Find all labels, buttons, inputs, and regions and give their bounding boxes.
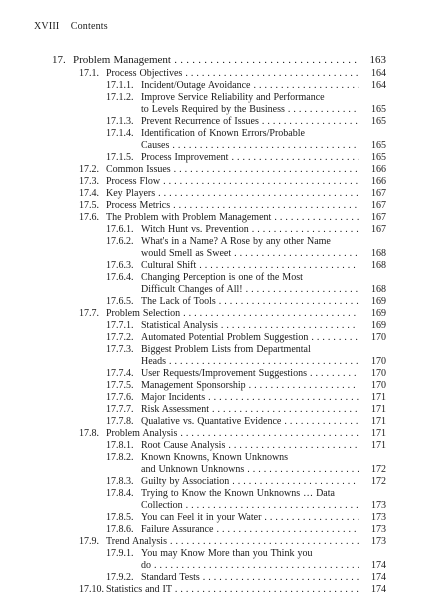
toc-entry-page: 174 <box>362 572 386 584</box>
toc-entry-number: 17.7.7. <box>106 404 134 415</box>
toc-entry-number: 17.1.2. <box>106 92 134 103</box>
toc-entry-number: 17.6.3. <box>106 260 134 271</box>
toc-entry-page: 165 <box>362 140 386 152</box>
toc-entry-number: 17.8.4. <box>106 488 134 499</box>
running-head <box>34 21 108 32</box>
toc-entry-number: 17.1. <box>79 68 99 79</box>
toc-entry-page: 165 <box>362 104 386 116</box>
toc-entry-title <box>141 224 359 236</box>
toc-entry[interactable] <box>0 152 441 164</box>
toc-entry-title-line: and Unknown Unknowns . . . <box>141 464 359 476</box>
toc-entry-title-line: Cultural Shift . . . <box>141 260 359 272</box>
toc-entry-title <box>141 272 359 296</box>
toc-entry-title <box>106 200 359 212</box>
toc-entry-title-line: Root Cause Analysis . . . <box>141 440 359 452</box>
toc-entry-title <box>106 584 359 596</box>
toc-entry-number: 17.9.1. <box>106 548 134 559</box>
toc-entry-title <box>106 188 359 200</box>
toc-entry-page: 169 <box>362 296 386 308</box>
toc-entry-page: 167 <box>362 200 386 212</box>
toc-entry-title-line: Statistical Analysis . . . <box>141 320 359 332</box>
toc-entry-number: 17.5. <box>79 200 99 211</box>
toc-entry-number: 17.6.2. <box>106 236 134 247</box>
toc-entry-number: 17.1.1. <box>106 80 134 91</box>
toc-entry-title <box>141 92 359 116</box>
page-number: XVIII <box>34 21 60 32</box>
toc-entry[interactable] <box>0 428 441 440</box>
toc-entry-number: 17.9. <box>79 536 99 547</box>
toc-entry-number: 17.7.5. <box>106 380 134 391</box>
toc-entry-number: 17.6. <box>79 212 99 223</box>
toc-entry-title-line: You may Know More than you Think you <box>141 548 313 559</box>
toc-entry-page: 174 <box>362 560 386 572</box>
toc-entry-title-line: The Problem with Problem Management . . . <box>106 212 359 224</box>
toc-entry-title <box>141 380 359 392</box>
toc-entry[interactable] <box>0 392 441 404</box>
toc-entry-title-line: Problem Management . . . <box>73 54 359 67</box>
toc-entry[interactable] <box>0 488 441 512</box>
toc-entry-page: 171 <box>362 404 386 416</box>
toc-entry-title <box>141 80 359 92</box>
toc-entry-title-line: Trying to Know the Known Unknowns … Data <box>141 488 335 499</box>
toc-entry-title-line: Statistics and IT . . . <box>106 584 359 596</box>
toc-entry[interactable] <box>0 188 441 200</box>
toc-entry-number: 17.8.1. <box>106 440 134 451</box>
toc-entry-number: 17.3. <box>79 176 99 187</box>
toc-entry-title <box>106 176 359 188</box>
toc-entry-page: 173 <box>362 524 386 536</box>
toc-entry[interactable] <box>0 536 441 548</box>
toc-entry-page: 170 <box>362 332 386 344</box>
toc-entry-title <box>141 524 359 536</box>
toc-entry-title-line: Process Objectives . . . <box>106 68 359 80</box>
toc-entry-title-line: Failure Assurance . . . <box>141 524 359 536</box>
toc-entry[interactable] <box>0 200 441 212</box>
toc-entry-title <box>106 212 359 224</box>
toc-entry-title <box>141 440 359 452</box>
toc-entry-number: 17.7.4. <box>106 368 134 379</box>
toc-entry-title <box>141 344 359 368</box>
toc-entry-page: 167 <box>362 224 386 236</box>
toc-entry-title <box>141 512 359 524</box>
toc-entry-number: 17.6.4. <box>106 272 134 283</box>
toc-entry[interactable] <box>0 584 441 596</box>
toc-entry[interactable] <box>0 176 441 188</box>
table-of-contents <box>0 54 441 596</box>
toc-entry-title <box>106 536 359 548</box>
toc-entry-page: 170 <box>362 356 386 368</box>
toc-entry-page: 173 <box>362 512 386 524</box>
toc-entry[interactable] <box>0 476 441 488</box>
toc-entry-number: 17.4. <box>79 188 99 199</box>
toc-entry-title-line: Changing Perception is one of the Most <box>141 272 303 283</box>
toc-entry-number: 17.6.1. <box>106 224 134 235</box>
toc-entry-title-line: Prevent Recurrence of Issues . . . <box>141 116 359 128</box>
toc-entry[interactable] <box>0 260 441 272</box>
toc-entry[interactable] <box>0 224 441 236</box>
toc-entry-page: 168 <box>362 248 386 260</box>
toc-entry-title-line: Process Improvement . . . <box>141 152 359 164</box>
toc-entry-title <box>141 392 359 404</box>
toc-entry[interactable] <box>0 116 441 128</box>
toc-entry-title <box>141 548 359 572</box>
toc-entry[interactable] <box>0 164 441 176</box>
toc-entry-title <box>141 320 359 332</box>
toc-entry-title <box>141 332 359 344</box>
toc-entry-title-line: Process Flow . . . <box>106 176 359 188</box>
toc-entry-page: 168 <box>362 284 386 296</box>
toc-entry-title <box>141 488 359 512</box>
toc-entry-page: 169 <box>362 320 386 332</box>
toc-entry[interactable] <box>0 80 441 92</box>
toc-entry-title <box>141 404 359 416</box>
toc-entry-title-line: Standard Tests . . . <box>141 572 359 584</box>
toc-entry-page: 163 <box>362 54 386 67</box>
toc-entry[interactable] <box>0 54 441 67</box>
toc-entry-title-line: to Levels Required by the Business . . . <box>141 104 359 116</box>
toc-entry-title-line: Incident/Outage Avoidance . . . <box>141 80 359 92</box>
toc-entry-page: 165 <box>362 152 386 164</box>
toc-entry[interactable] <box>0 368 441 380</box>
toc-entry-page: 168 <box>362 260 386 272</box>
toc-entry-number: 17.7.8. <box>106 416 134 427</box>
toc-entry-title-line: Biggest Problem Lists from Departmental <box>141 344 311 355</box>
toc-entry-page: 167 <box>362 188 386 200</box>
toc-entry-title <box>141 152 359 164</box>
toc-entry-title-line: Qualative vs. Quantative Evidence . . . <box>141 416 359 428</box>
toc-entry-page: 164 <box>362 68 386 80</box>
toc-entry-title <box>141 572 359 584</box>
toc-entry-title-line: Identification of Known Errors/Probable <box>141 128 305 139</box>
toc-entry-number: 17.7.1. <box>106 320 134 331</box>
toc-entry-page: 172 <box>362 476 386 488</box>
toc-entry-page: 171 <box>362 392 386 404</box>
toc-entry-page: 171 <box>362 440 386 452</box>
toc-entry[interactable] <box>0 236 441 260</box>
toc-entry-title <box>106 308 359 320</box>
toc-entry-title-line: Major Incidents . . . <box>141 392 359 404</box>
toc-entry-page: 170 <box>362 368 386 380</box>
toc-entry-number: 17. <box>52 54 66 66</box>
toc-entry-number: 17.1.3. <box>106 116 134 127</box>
toc-entry-number: 17.6.5. <box>106 296 134 307</box>
toc-entry-title-line: Risk Assessment . . . <box>141 404 359 416</box>
toc-entry-page: 167 <box>362 212 386 224</box>
toc-entry[interactable] <box>0 344 441 368</box>
toc-entry-title-line: Collection . . . <box>141 500 359 512</box>
toc-entry-page: 169 <box>362 308 386 320</box>
toc-entry-title <box>106 164 359 176</box>
toc-entry-title-line: Known Knowns, Known Unknowns <box>141 452 289 463</box>
toc-entry-title <box>141 116 359 128</box>
toc-entry-number: 17.8.3. <box>106 476 134 487</box>
toc-entry-title <box>141 368 359 380</box>
toc-entry-title-line: Difficult Changes of All! . . . <box>141 284 359 296</box>
toc-entry-page: 171 <box>362 428 386 440</box>
toc-entry-title-line: Automated Potential Problem Suggestion . . . <box>141 332 359 344</box>
toc-entry-title <box>73 54 359 67</box>
toc-entry[interactable] <box>0 272 441 296</box>
toc-entry[interactable] <box>0 128 441 152</box>
toc-entry[interactable] <box>0 524 441 536</box>
toc-entry-title-line: Witch Hunt vs. Prevention . . . <box>141 224 359 236</box>
toc-entry-title-line: Heads . . . <box>141 356 359 368</box>
running-head-title: Contents <box>70 21 108 32</box>
toc-entry[interactable] <box>0 452 441 476</box>
toc-entry-title-line: The Lack of Tools . . . <box>141 296 359 308</box>
toc-entry[interactable] <box>0 548 441 572</box>
toc-entry-title <box>141 416 359 428</box>
toc-entry-title <box>141 452 359 476</box>
toc-entry-page: 173 <box>362 500 386 512</box>
toc-entry[interactable] <box>0 332 441 344</box>
toc-entry[interactable] <box>0 440 441 452</box>
toc-entry-title <box>106 68 359 80</box>
toc-entry-title <box>141 260 359 272</box>
toc-entry-page: 165 <box>362 116 386 128</box>
toc-entry-number: 17.7.3. <box>106 344 134 355</box>
toc-entry-number: 17.2. <box>79 164 99 175</box>
toc-entry-page: 174 <box>362 584 386 596</box>
toc-entry-number: 17.7. <box>79 308 99 319</box>
toc-entry[interactable] <box>0 416 441 428</box>
toc-entry-title <box>141 476 359 488</box>
toc-entry-title-line: User Requests/Improvement Suggestions . . . <box>141 368 359 380</box>
toc-entry-title-line: Causes . . . <box>141 140 359 152</box>
toc-entry-title <box>141 128 359 152</box>
toc-entry-page: 173 <box>362 536 386 548</box>
toc-entry-title-line: Problem Analysis . . . <box>106 428 359 440</box>
toc-entry[interactable] <box>0 512 441 524</box>
toc-entry[interactable] <box>0 320 441 332</box>
toc-entry[interactable] <box>0 404 441 416</box>
toc-entry-title-line: do . . . <box>141 560 359 572</box>
toc-entry-title <box>141 296 359 308</box>
toc-entry-page: 164 <box>362 80 386 92</box>
toc-entry-number: 17.7.2. <box>106 332 134 343</box>
toc-entry-page: 171 <box>362 416 386 428</box>
toc-entry-title-line: Process Metrics . . . <box>106 200 359 212</box>
toc-entry-number: 17.7.6. <box>106 392 134 403</box>
toc-entry-page: 166 <box>362 176 386 188</box>
toc-entry-page: 166 <box>362 164 386 176</box>
toc-entry[interactable] <box>0 572 441 584</box>
toc-entry-page: 170 <box>362 380 386 392</box>
toc-entry-title <box>141 236 359 260</box>
toc-entry-number: 17.1.5. <box>106 152 134 163</box>
toc-entry-number: 17.9.2. <box>106 572 134 583</box>
toc-entry[interactable] <box>0 380 441 392</box>
toc-entry-number: 17.8.5. <box>106 512 134 523</box>
toc-entry-number: 17.8.6. <box>106 524 134 535</box>
toc-entry-title-line: Problem Selection . . . <box>106 308 359 320</box>
toc-entry-title-line: Improve Service Reliability and Performance <box>141 92 325 103</box>
toc-entry-title-line: Guilty by Association . . . <box>141 476 359 488</box>
toc-entry-title-line: Trend Analysis . . . <box>106 536 359 548</box>
toc-entry[interactable] <box>0 68 441 80</box>
toc-entry-title-line: What's in a Name? A Rose by any other Name <box>141 236 331 247</box>
toc-entry[interactable] <box>0 296 441 308</box>
toc-entry-number: 17.10. <box>79 584 104 595</box>
toc-entry[interactable] <box>0 92 441 116</box>
toc-entry-title-line: You can Feel it in your Water . . . <box>141 512 359 524</box>
toc-entry-number: 17.8. <box>79 428 99 439</box>
toc-entry-page: 172 <box>362 464 386 476</box>
toc-entry-title-line: would Smell as Sweet . . . <box>141 248 359 260</box>
toc-entry-title-line: Common Issues . . . <box>106 164 359 176</box>
toc-entry-number: 17.8.2. <box>106 452 134 463</box>
toc-entry-title <box>106 428 359 440</box>
toc-entry-title-line: Key Players . . . <box>106 188 359 200</box>
toc-entry[interactable] <box>0 212 441 224</box>
toc-entry-title-line: Management Sponsorship . . . <box>141 380 359 392</box>
toc-entry[interactable] <box>0 308 441 320</box>
toc-entry-number: 17.1.4. <box>106 128 134 139</box>
